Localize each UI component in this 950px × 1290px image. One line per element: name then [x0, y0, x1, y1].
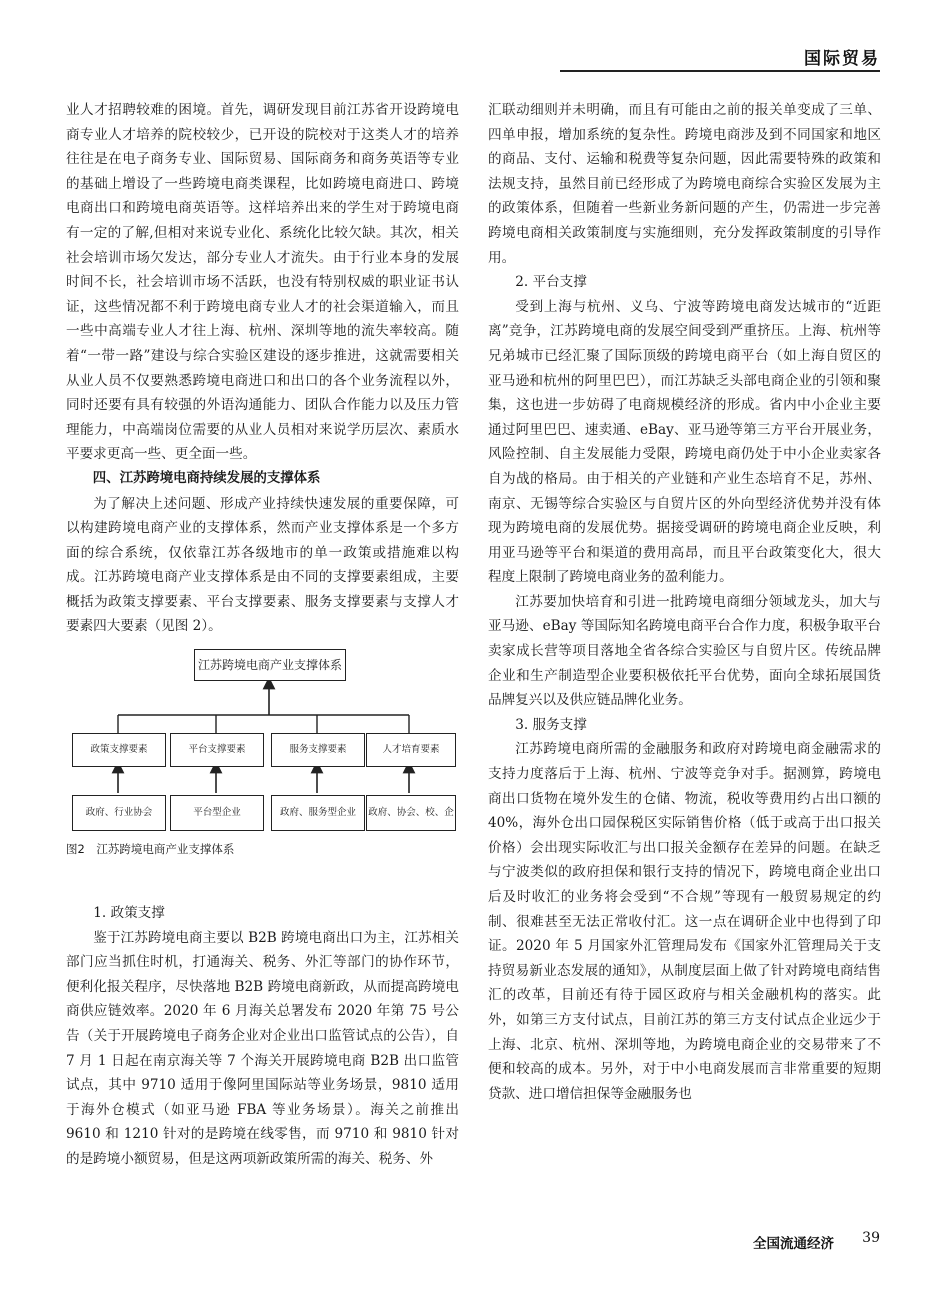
header-rule: [560, 70, 880, 72]
paragraph: 为了解决上述问题、形成产业持续快速发展的重要保障，可以构建跨境电商产业的支撑体系，然而产业支撑体系是一个多方面的综合系统，仅依靠江苏各级地市的单一政策或措施难以构成。江苏跨境电商产业支撑体系是由不同的支撑要素组成，主要概括为政策支撑要素、平台支撑要素、服务支撑要素与支撑人才要素四大要素（见图 2）。: [66, 495, 459, 635]
left-column: [66, 98, 459, 1172]
figure-element-service: 服务支撑要素: [271, 733, 365, 767]
paragraph: 江苏要加快培育和引进一批跨境电商细分领域龙头，加大与亚马逊、eBay 等国际知名跨境电商平台合作力度，积极争取平台卖家成长营等项目落地全省各综合实验区与自贸片区。传统品牌企业和生产制造型企业要积极依托平台优势，面向全球拓展国货品牌复兴以及供应链品牌化业务。: [488, 593, 881, 709]
subheading-platform: 2. 平台支撑: [515, 274, 587, 291]
figure-source-platform: 平台型企业: [170, 795, 264, 831]
section-heading: 四、江苏跨境电商持续发展的支撑体系: [92, 470, 321, 486]
figure-element-platform: 平台支撑要素: [170, 733, 264, 767]
footer-journal-name: 全国流通经济: [753, 1236, 834, 1252]
paragraph: 鉴于江苏跨境电商主要以 B2B 跨境电商出口为主，江苏相关部门应当抓住时机，打通海关、税务、外汇等部门的协作环节，便利化报关程序，尽快落地 B2B 跨境电商新政，从而提高跨境电商供应链效率。2020 年 6 月海关总署发布 2020 年第 75 号公告（关于开展跨境电子商务企业对企业出口监管试点的公告），自 7 月 1 日起在南京海关等 7 个海关开展跨境电商 B2B 出口监管试点，其中 9710 适用于像阿里国际站等业务场景，9810 适用于海外仓模式（如亚马逊 FBA 等业务场景）。海关之前推出 9610 和 1210 针对的是跨境在线零售，而 9710 和 9810 针对的是跨境小额贸易，但是这两项新政策所需的海关、税务、外: [66, 929, 459, 1167]
subheading-policy: 1. 政策支撑: [93, 905, 165, 922]
paragraph: 受到上海与杭州、义乌、宁波等跨境电商发达城市的“近距离”竞争，江苏跨境电商的发展空间受到严重挤压。上海、杭州等兄弟城市已经汇聚了国际顶级的跨境电商平台（如上海自贸区的亚马逊和杭州的阿里巴巴），而江苏缺乏头部电商企业的引领和聚集，这也进一步妨碍了电商规模经济的形成。省内中小企业主要通过阿里巴巴、速卖通、eBay、亚马逊等第三方平台开展业务，风险控制、自主发展能力受限，跨境电商仍处于中小企业卖家各自为战的格局。由于相关的产业链和产业生态培育不足，苏州、南京、无锡等综合实验区与自贸片区的外向型经济优势并没有体现为跨境电商的发展优势。据接受调研的跨境电商企业反映，利用亚马逊等平台和渠道的费用高昂，而且平台政策变化大，很大程度上限制了跨境电商业务的盈利能力。: [488, 298, 881, 586]
paragraph: 汇联动细则并未明确，而且有可能由之前的报关单变成了三单、四单申报，增加系统的复杂性。跨境电商涉及到不同国家和地区的商品、支付、运输和税费等复杂问题，因此需要特殊的政策和法规支持，虽然目前已经形成了为跨境电商综合实验区发展为主的政策体系，但随着一些新业务新问题的产生，仍需进一步完善跨境电商相关政策制度与实施细则，充分发挥政策制度的引导作用。: [488, 102, 881, 266]
figure-source-policy: 政府、行业协会: [72, 795, 166, 831]
paragraph: 江苏跨境电商所需的金融服务和政府对跨境电商金融需求的支持力度落后于上海、杭州、宁波等竞争对手。据测算，跨境电商出口货物在境外发生的仓储、物流，税收等费用约占出口额的 40%，海外仓出口园保税区实际销售价格（低于或高于出口报关价格）会出现实际收汇与出口报关金额存在差异的问题。在缺乏与宁波类似的政府担保和银行支持的情况下，跨境电商企业出口后及时收汇的业务将会受到“不合规”等现有一般贸易规定的约制、很难甚至无法正常收付汇。这一点在调研企业中也得到了印证。2020 年 5 月国家外汇管理局发布《国家外汇管理局关于支持贸易新业态发展的通知》，从制度层面上做了针对跨境电商结售汇的改革，目前还有待于园区政府与相关金融机构的落实。此外，如第三方支付试点，目前江苏的第三方支付试点企业远少于上海、北京、杭州、深圳等地，为跨境电商企业的交易带来了不便和较高的成本。另外，对于中小电商发展而言非常重要的短期贷款、进口增信担保等金融服务也: [488, 741, 881, 1102]
subheading-service: 3. 服务支撑: [515, 716, 587, 733]
figure-source-talent: 政府、协会、校、企: [366, 795, 456, 831]
figure-element-talent: 人才培育要素: [366, 733, 456, 767]
page-number: 39: [862, 1230, 880, 1246]
right-column: [488, 98, 881, 1106]
figure-caption: 图2 江苏跨境电商产业支撑体系: [66, 842, 235, 857]
section-tag: 国际贸易: [804, 49, 880, 69]
paragraph: 业人才招聘较难的困境。首先，调研发现目前江苏省开设跨境电商专业人才培养的院校较少，已开设的院校对于这类人才的培养往往是在电子商务专业、国际贸易、国际商务和商务英语等专业的基础上增设了一些跨境电商类课程，比如跨境电商进口、跨境电商出口和跨境电商英语等。这样培养出来的学生对于跨境电商有一定的了解,但相对来说专业化、系统化比较欠缺。其次，相关社会培训市场欠发达，部分专业人才流失。由于行业本身的发展时间不长，社会培训市场不活跃，也没有特别权威的职业证书认证，这些情况都不利于跨境电商专业人才的社会渠道输入，而且一些中高端专业人才往上海、杭州、深圳等地的流失率较高。随着“一带一路”建设与综合实验区建设的逐步推进，这就需要相关从业人员不仅要熟悉跨境电商进口和出口的各个业务流程以外，同时还要有具有较强的外语沟通能力、团队合作能力以及压力管理能力，中高端岗位需要的从业人员相对来说学历层次、素质水平要求更高一些、更全面一些。: [66, 102, 459, 463]
figure-top-box: 江苏跨境电商产业支撑体系: [194, 649, 346, 681]
figure-source-service: 政府、服务型企业: [271, 795, 365, 831]
figure-element-policy: 政策支撑要素: [72, 733, 166, 767]
figure-support-system: [66, 645, 459, 897]
